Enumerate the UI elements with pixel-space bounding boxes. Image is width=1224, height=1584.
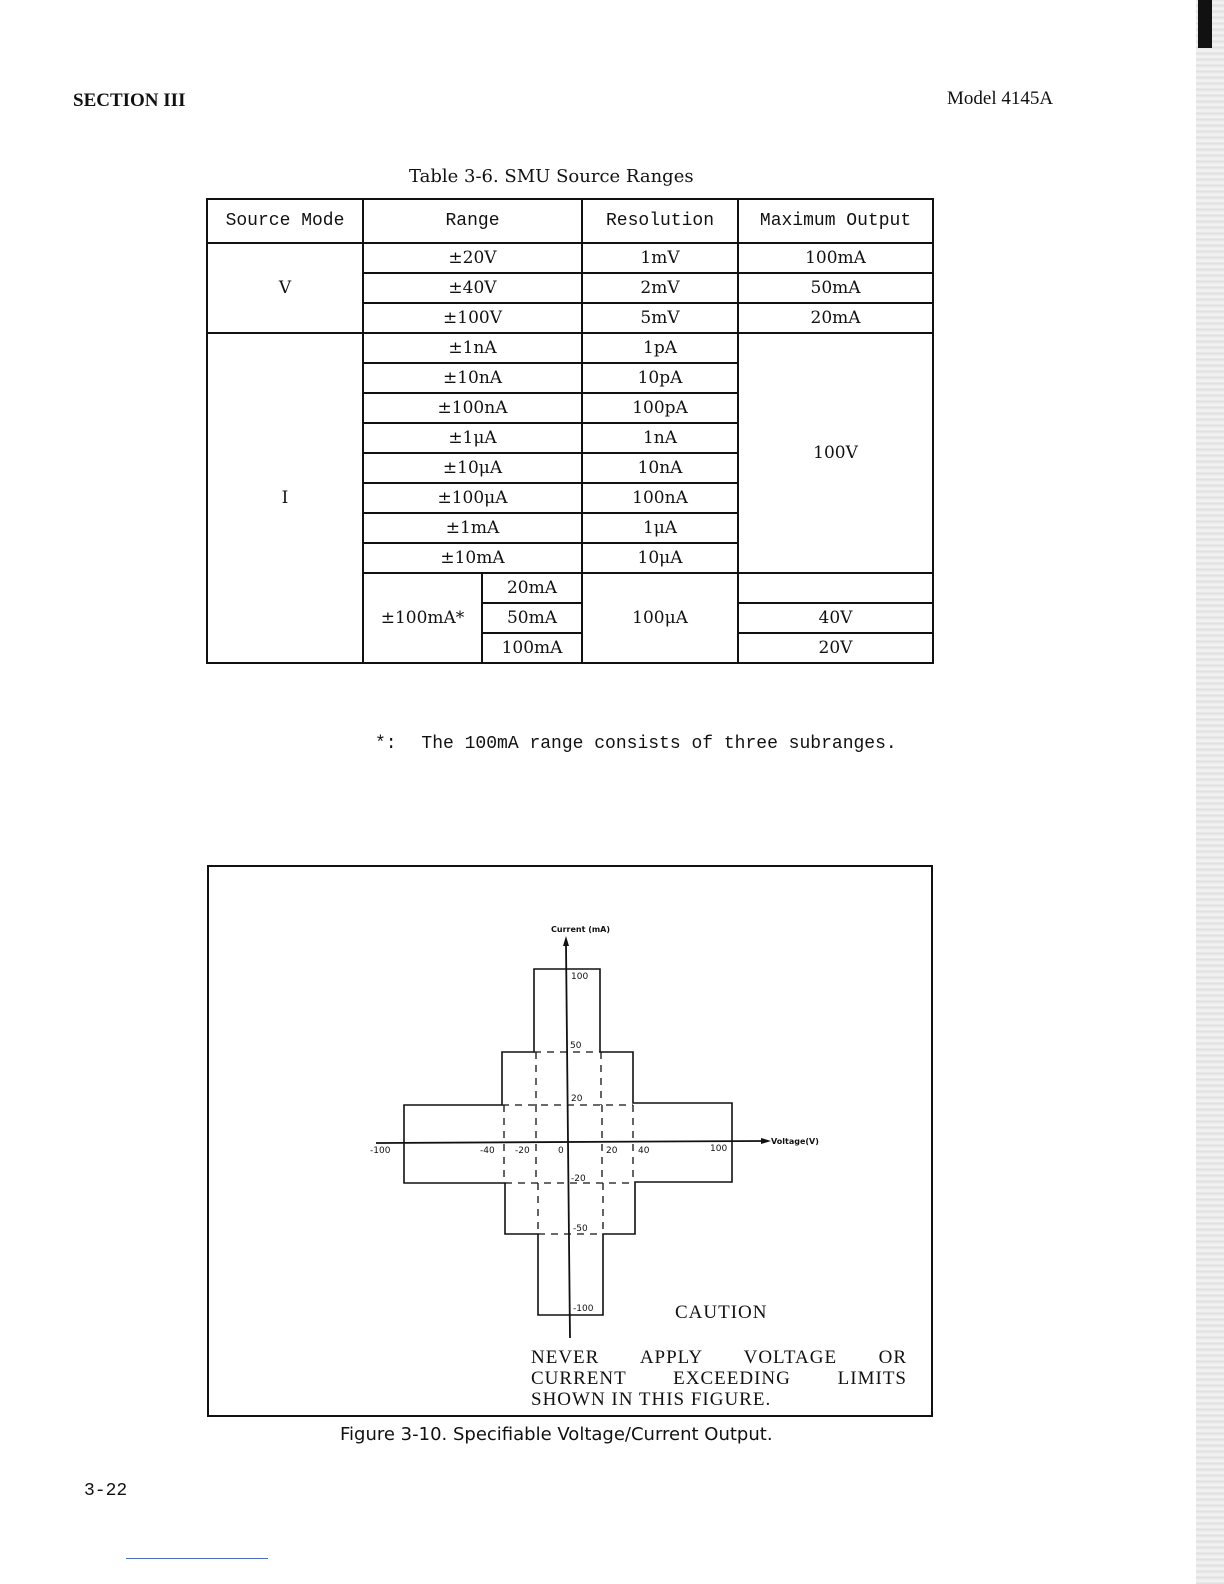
caution-line: CURRENT EXCEEDING LIMITS [531,1368,907,1389]
y-tick-label: -100 [573,1304,594,1314]
resolution-cell: 10nA [582,453,738,483]
range-cell: ±10mA [363,543,582,573]
max-output-cell: 20V [738,633,933,663]
col-source-mode: Source Mode [207,199,363,243]
x-tick-label: 0 [558,1146,564,1156]
resolution-cell: 100nA [582,483,738,513]
max-output-cell: 50mA [738,273,933,303]
x-tick-label: -100 [370,1146,391,1156]
range-100ma-cell: ±100mA* [363,573,482,663]
subrange-cell: 50mA [482,603,582,633]
x-tick-label: -40 [480,1146,495,1156]
range-cell: ±100nA [363,393,582,423]
resolution-cell: 100μA [582,573,738,663]
col-resolution: Resolution [582,199,738,243]
col-range: Range [363,199,582,243]
mode-i-cell: I [207,333,363,663]
y-axis-arrow-icon [563,936,569,946]
range-cell: ±10nA [363,363,582,393]
caution-text [531,1347,907,1410]
caution-line: SHOWN IN THIS FIGURE. [531,1389,772,1410]
resolution-cell: 1mV [582,243,738,273]
caution-line: NEVER APPLY VOLTAGE OR [531,1347,907,1368]
max-output-cell: 20mA [738,303,933,333]
x-axis-label: Voltage(V) [771,1137,819,1146]
subrange-cell: 20mA [482,573,582,603]
y-tick-label: -50 [573,1224,588,1234]
y-tick-label: 20 [571,1094,583,1104]
footnote-text: The 100mA range consists of three subranges. [421,734,897,754]
caution-title: CAUTION [675,1302,768,1323]
max-output-cell: 100V [738,333,933,573]
scan-line [126,1558,268,1559]
table-caption: Table 3-6. SMU Source Ranges [409,166,694,187]
y-tick-label: -20 [571,1174,586,1184]
resolution-cell: 5mV [582,303,738,333]
page-number: 3-22 [84,1481,128,1501]
x-axis-arrow-icon [761,1138,771,1144]
mode-v-cell: V [207,243,363,333]
y-tick-label: 50 [570,1041,582,1051]
x-tick-label: 100 [710,1144,728,1154]
y-axis-label: Current (mA) [551,925,611,934]
scan-edge [1196,0,1224,1584]
scan-edge-mark [1198,0,1212,48]
section-label: SECTION III [73,90,186,111]
subrange-cell: 100mA [482,633,582,663]
y-tick-label: 100 [571,972,589,982]
x-axis [376,1141,762,1143]
x-tick-label: -20 [515,1146,530,1156]
range-cell: ±20V [363,243,582,273]
max-output-cell: 40V [738,603,933,633]
x-tick-label: 20 [606,1146,618,1156]
resolution-cell: 10μA [582,543,738,573]
col-maximum-output: Maximum Output [738,199,933,243]
range-cell: ±1nA [363,333,582,363]
resolution-cell: 1μA [582,513,738,543]
resolution-cell: 1pA [582,333,738,363]
range-cell: ±10μA [363,453,582,483]
range-cell: ±100μA [363,483,582,513]
max-output-cell: 100mA [738,243,933,273]
footnote-mark: *: [375,734,397,754]
x-tick-label: 40 [638,1146,650,1156]
range-cell: ±1mA [363,513,582,543]
resolution-cell: 1nA [582,423,738,453]
resolution-cell: 10pA [582,363,738,393]
resolution-cell: 2mV [582,273,738,303]
range-cell: ±1μA [363,423,582,453]
figure-caption: Figure 3-10. Specifiable Voltage/Current Output. [340,1424,773,1445]
resolution-cell: 100pA [582,393,738,423]
range-cell: ±100V [363,303,582,333]
range-cell: ±40V [363,273,582,303]
model-label: Model 4145A [947,88,1054,109]
